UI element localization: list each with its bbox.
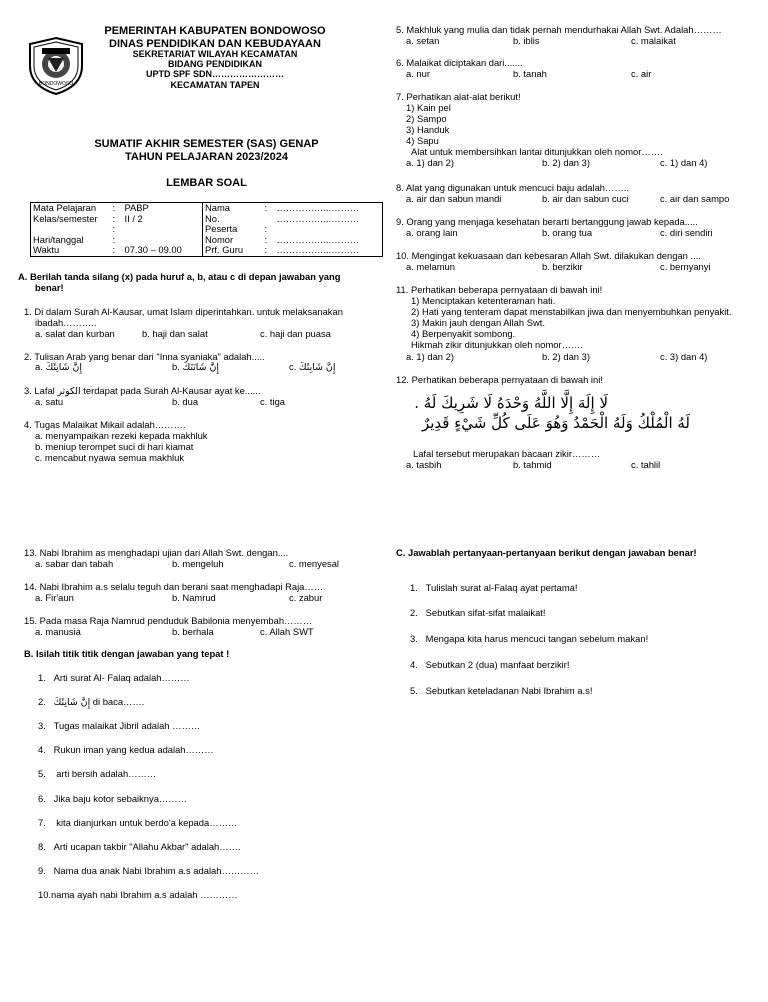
- q9-option-b[interactable]: b. orang tua: [542, 227, 593, 238]
- subject-label: Mata Pelajaran: [33, 202, 97, 213]
- class-value: II / 2: [123, 214, 203, 225]
- q6-option-b[interactable]: b. tanah: [513, 68, 547, 79]
- q2-option-c[interactable]: c. إِنَّ شَابِئَكَ: [289, 361, 336, 373]
- class-label: Kelas/semester: [33, 212, 98, 224]
- q11-item-3: 3) Makin jauh dengan Allah Swt.: [411, 317, 545, 328]
- name-value[interactable]: ……………...………: [276, 202, 360, 213]
- q11-item-1: 1) Menciptakan ketenteraman hati.: [411, 295, 556, 306]
- q12-text: 12. Perhatikan beberapa pernyataan di bawah ini!: [396, 374, 603, 385]
- b-item-6: 6. Jika baju kotor sebaiknya………: [38, 793, 188, 804]
- q2-option-a[interactable]: a. إِنَّ شَانِئَكَ: [35, 361, 82, 373]
- q7-item-1: 1) Kain pel: [406, 102, 451, 113]
- b-item-4: 4. Rukun iman yang kedua adalah………: [38, 744, 214, 755]
- q6-option-a[interactable]: a. nur: [406, 68, 430, 79]
- q7-option-c[interactable]: c. 1) dan 4): [660, 157, 708, 168]
- q7-text-2: Alat untuk membersihkan lantai ditunjukkan oleh nomor…….: [411, 146, 663, 157]
- q14-option-a[interactable]: a. Fir'aun: [35, 592, 74, 603]
- q10-option-c[interactable]: c. bernyanyi: [660, 261, 711, 272]
- section-c-title: C. Jawablah pertanyaan-pertanyaan berikut dengan jawaban benar!: [396, 547, 697, 558]
- c-item-1: 1. Tulislah surat al-Falaq ayat pertama!: [410, 582, 578, 593]
- q7-option-b[interactable]: b. 2) dan 3): [542, 157, 590, 168]
- q11-item-2: 2) Hati yang tenteram dapat menstabilkan jiwa dan menyembuhkan penyakit.: [411, 306, 732, 317]
- exam-year: TAHUN PELAJARAN 2023/2024: [124, 151, 289, 163]
- q4-option-b[interactable]: b. meniup terompet suci di hari kiamat: [35, 441, 194, 452]
- q14-option-c[interactable]: c. zabur: [289, 592, 323, 603]
- q7-option-a[interactable]: a. 1) dan 2): [406, 157, 454, 168]
- q13-text: 13. Nabi Ibrahim as menghadapi ujian dari Allah Swt. dengan....: [24, 547, 289, 558]
- q12-option-b[interactable]: b. tahmid: [513, 459, 552, 470]
- no-value[interactable]: ……………...………: [276, 212, 360, 224]
- q7-text: 7. Perhatikan alat-alat berikut!: [396, 91, 521, 102]
- b-item-10: 10.nama ayah nabi Ibrahim a.s adalah …………: [38, 889, 238, 900]
- q1-text: 1. Di dalam Surah Al-Kausar, umat Islam diperintahkan. untuk melaksanakan: [24, 306, 343, 317]
- regency-logo: [26, 36, 86, 96]
- q7-item-4: 4) Sapu: [406, 135, 439, 146]
- q11-text-2: Hikmah zikir ditunjukkan oleh nomor…….: [411, 339, 583, 350]
- q8-option-c[interactable]: c. air dan sampo: [660, 193, 730, 204]
- teacher-value[interactable]: ……………...………: [276, 244, 360, 255]
- q3-option-b[interactable]: b. dua: [172, 396, 199, 407]
- q15-option-a[interactable]: a. manusia: [35, 626, 81, 637]
- q5-text: 5. Makhluk yang mulia dan tidak pernah mendurhakai Allah Swt. Adalah………: [396, 24, 722, 35]
- q2-option-b[interactable]: b. إِنَّ شَانَتَكَ: [172, 361, 219, 373]
- teacher-label: Prf. Guru: [205, 244, 244, 255]
- q11-option-c[interactable]: c. 3) dan 4): [660, 351, 708, 362]
- day-label: Hari/tanggal: [33, 233, 84, 245]
- exam-title: SUMATIF AKHIR SEMESTER (SAS) GENAP: [94, 138, 319, 150]
- q11-item-4: 4) Berpenyakit sombong.: [411, 328, 516, 339]
- q8-option-b[interactable]: b. air dan sabun cuci: [542, 193, 629, 204]
- header-dept: DINAS PENDIDIKAN DAN KEBUDAYAAN: [109, 38, 321, 50]
- q12-arabic-line-2: لَهُ الْمُلْكُ وَلَهُ الْحَمْدُ وَهُوَ عَلَى كُلِّ شَيْءٍ قَدِيرٌ: [421, 414, 690, 432]
- header-secretariat: SEKRETARIAT WILAYAH KECAMATAN: [132, 49, 298, 59]
- c-item-3: 3. Mengapa kita harus mencuci tangan sebelum makan!: [410, 633, 649, 644]
- c-item-2: 2. Sebutkan sifat-sifat malaikat!: [410, 607, 546, 618]
- q4-option-a[interactable]: a. menyampaikan rezeki kepada makhluk: [35, 430, 208, 441]
- q9-option-a[interactable]: a. orang lain: [406, 227, 458, 238]
- q15-option-c[interactable]: c. Allah SWT: [260, 626, 314, 637]
- section-b-title: B. Isilah titik titik dengan jawaban yang tepat !: [24, 648, 230, 659]
- q1-option-c[interactable]: c. haji dan puasa: [260, 328, 331, 339]
- section-a-title-2: benar!: [35, 282, 64, 293]
- q1-option-a[interactable]: a. salat dan kurban: [35, 328, 115, 339]
- q3-option-c[interactable]: c. tiga: [260, 396, 286, 407]
- q12-text-2: Lafal tersebut merupakan bacaan zikir………: [413, 448, 601, 459]
- no-label: No.: [205, 212, 220, 224]
- q3-text: 3. Lafal الكوثر terdapat pada Surah Al-Kausar ayat ke......: [24, 385, 261, 397]
- subject-value: PABP: [123, 203, 203, 214]
- q4-text: 4. Tugas Malaikat Mikail adalah……….: [24, 419, 186, 430]
- q10-text: 10. Mengingat kekuasaan dan kebesaran Allah Swt. dilakukan dengan ....: [396, 250, 701, 261]
- q5-option-b[interactable]: b. iblis: [513, 35, 540, 46]
- header-field: BIDANG PENDIDIKAN: [167, 59, 262, 69]
- sheet-title: LEMBAR SOAL: [166, 177, 247, 189]
- q6-option-c[interactable]: c. air: [631, 68, 652, 79]
- section-a-title: A. Berilah tanda silang (x) pada huruf a, b, atau c di depan jawaban yang: [18, 271, 341, 282]
- c-item-4: 4. Sebutkan 2 (dua) manfaat berzikir!: [410, 659, 570, 670]
- q5-option-a[interactable]: a. setan: [406, 35, 440, 46]
- header-district: KECAMATAN TAPEN: [170, 80, 260, 90]
- q8-option-a[interactable]: a. air dan sabun mandi: [406, 193, 502, 204]
- name-label: Nama: [205, 202, 231, 213]
- q10-option-a[interactable]: a. melamun: [406, 261, 455, 272]
- num-label: Nomor: [205, 233, 234, 245]
- q6-text: 6. Malaikat diciptakan dari.......: [396, 57, 523, 68]
- num-value[interactable]: ……………...………: [276, 233, 360, 245]
- q13-option-b[interactable]: b. mengeluh: [172, 558, 224, 569]
- q9-text: 9. Orang yang menjaga kesehatan berarti bertanggung jawab kepada.....: [396, 216, 698, 227]
- q11-text: 11. Perhatikan beberapa pernyataan di bawah ini!: [396, 284, 603, 295]
- time-value: 07.30 – 09.00: [123, 245, 203, 256]
- student-info-table: Mata Pelajaran : PABP Nama : ……………...……… Kelas/semester : II / 2 No. ……………...……… : Peserta : Hari/tanggal : Nomor : ……………...……… Waktu : 07.30 – 09.00 Prf. Guru : ……………...………: [30, 202, 383, 257]
- q5-option-c[interactable]: c. malaikat: [631, 35, 676, 46]
- q12-option-a[interactable]: a. tasbih: [406, 459, 442, 470]
- q13-option-c[interactable]: c. menyesal: [289, 558, 340, 569]
- b-item-5: 5. arti bersih adalah………: [38, 768, 157, 779]
- q1-text-2: ibadah………..: [35, 317, 97, 328]
- q9-option-c[interactable]: c. diri sendiri: [660, 227, 713, 238]
- q13-option-a[interactable]: a. sabar dan tabah: [35, 558, 114, 569]
- b-item-8: 8. Arti ucapan takbir "Allahu Akbar" adalah…….: [38, 841, 241, 852]
- q14-option-b[interactable]: b. Namrud: [172, 592, 216, 603]
- b-item-3: 3. Tugas malaikat Jibril adalah ………: [38, 720, 201, 731]
- q7-item-3: 3) Handuk: [406, 124, 450, 135]
- q11-option-a[interactable]: a. 1) dan 2): [406, 351, 454, 362]
- b-item-1: 1. Arti surat Al- Falaq adalah………: [38, 672, 190, 683]
- b-item-7: 7. kita dianjurkan untuk berdo'a kepada………: [38, 817, 238, 828]
- logo-text: BONDOWOSO: [38, 81, 74, 87]
- header-school: UPTD SPF SDN……………………: [145, 69, 284, 79]
- time-label: Waktu: [33, 244, 60, 255]
- q12-option-c[interactable]: c. tahlil: [631, 459, 661, 470]
- q8-text: 8. Alat yang digunakan untuk mencuci baju adalah……..: [396, 182, 629, 193]
- q15-text: 15. Pada masa Raja Namrud penduduk Babilonia menyembah………: [24, 615, 313, 626]
- no-label-2: Peserta: [205, 223, 238, 234]
- q15-option-b[interactable]: b. berhala: [172, 626, 214, 637]
- q7-item-2: 2) Sampo: [406, 113, 447, 124]
- q2-text: 2. Tulisan Arab yang benar dari "Inna syaniaka" adalah.....: [24, 351, 265, 362]
- c-item-5: 5. Sebutkan keteladanan Nabi Ibrahim a.s!: [410, 685, 593, 696]
- header-gov: PEMERINTAH KABUPATEN BONDOWOSO: [104, 25, 326, 37]
- q12-arabic-line-1: لَا إِلَهَ إِلَّا اللَّهُ وَحْدَهُ لَا شَرِيكَ لَهُ .: [414, 394, 608, 412]
- b-item-2: 2. إِنَّ شَانِئَكَ di baca…….: [38, 696, 145, 708]
- q10-option-b[interactable]: b. berzikir: [542, 261, 583, 272]
- q14-text: 14. Nabi Ibrahim a.s selalu teguh dan berani saat menghadapi Raja……: [24, 581, 324, 592]
- b-item-9: 9. Nama dua anak Nabi Ibrahim a.s adalah…………: [38, 865, 259, 876]
- q3-option-a[interactable]: a. satu: [35, 396, 64, 407]
- q4-option-c[interactable]: c. mencabut nyawa semua makhluk: [35, 452, 185, 463]
- q11-option-b[interactable]: b. 2) dan 3): [542, 351, 590, 362]
- q1-option-b[interactable]: b. haji dan salat: [142, 328, 208, 339]
